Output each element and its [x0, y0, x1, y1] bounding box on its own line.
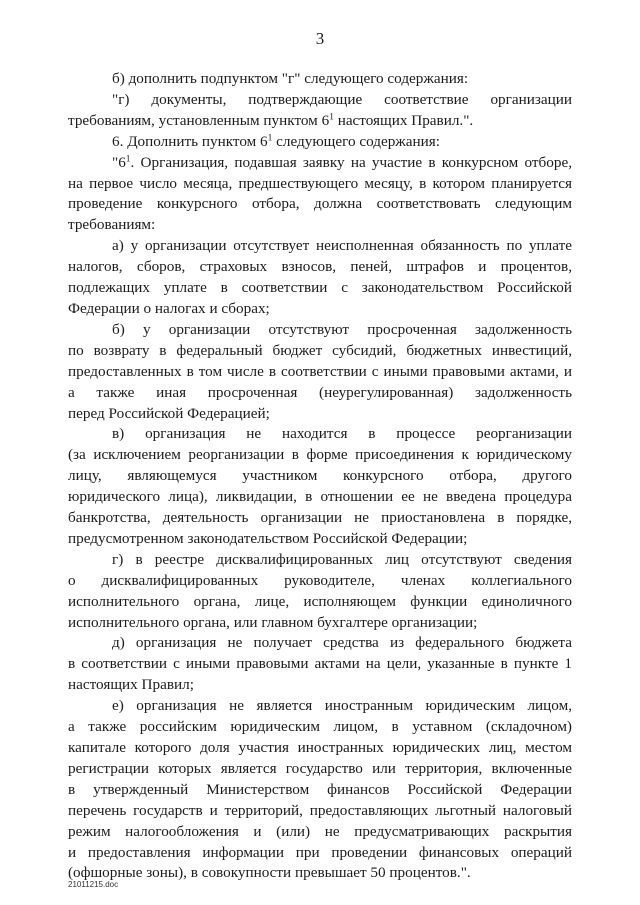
text-line: на первое число месяца, предшествующего месяцу, в котором планируется: [68, 174, 572, 192]
text-line: капитале которого доля участия иностранных юридических лиц, местом: [68, 739, 572, 756]
text-line: е) организация не является иностранным юридическим лицом,: [112, 697, 572, 715]
text-line: исполнительного органа, лице, исполняющем функции единоличного: [68, 592, 572, 610]
text-line: регистрации которых является государство или территория, включенные: [68, 759, 572, 777]
text-line: а также иная просроченная (неурегулированная) задолженность: [68, 383, 572, 401]
text-line: Федерации о налогах и сборах;: [68, 299, 270, 317]
text-line: лицу, являющемуся участником конкурсного отбора, другого: [68, 467, 572, 485]
text-line: а также российским юридическим лицом, в уставном (складочном): [68, 718, 572, 736]
paragraph: [68, 153, 572, 237]
text-line: по возврату в федеральный бюджет субсидий, бюджетных инвестиций,: [68, 341, 572, 359]
text-line: д) организация не получает средства из федерального бюджета: [112, 634, 572, 652]
text-line: "$6^1$. Организация, подавшая заявку на участие в конкурсном отборе,: [112, 153, 572, 171]
paragraph: [68, 132, 572, 153]
paragraph: [68, 90, 572, 132]
superscript-one: 1: [125, 153, 131, 164]
text-line: налогов, сборов, страховых взносов, пеней, штрафов и процентов,: [68, 258, 572, 276]
text-line: а) у организации отсутствует неисполненная обязанность по уплате: [112, 237, 572, 255]
text-line: о дисквалифицированных руководителе, членах коллегиального: [68, 571, 572, 589]
text-line: б) у организации отсутствуют просроченная задолженность: [112, 320, 572, 338]
text-line: и предоставления информации при проведении финансовых операций: [68, 843, 572, 861]
text-line: перед Российской Федерацией;: [68, 404, 270, 422]
paragraph: [68, 633, 572, 696]
text-line: требованиям, установленным пунктом $6^1$ настоящих Правил.".: [68, 111, 474, 129]
paragraph: [68, 320, 572, 425]
paragraph: [68, 696, 572, 884]
text-line: "г) документы, подтверждающие соответствие организации: [112, 90, 572, 108]
paragraph: [68, 424, 572, 549]
text-line: требованиям:: [68, 216, 156, 234]
text-line: исполнительного органа, или главном бухгалтере организации;: [68, 613, 478, 631]
text-line: подлежащих уплате в соответствии с законодательством Российской: [68, 279, 572, 297]
text-line: (за исключением реорганизации в форме присоединения к юридическому: [68, 446, 572, 464]
paragraph: [68, 236, 572, 320]
paragraph: [68, 550, 572, 634]
text-line: б) дополнить подпунктом "г" следующего содержания:: [112, 70, 469, 87]
text-line: перечень государств и территорий, предоставляющих льготный налоговый: [68, 801, 572, 819]
text-line: настоящих Правил;: [68, 676, 194, 694]
superscript-one: 1: [267, 133, 273, 144]
text-line: г) в реестре дисквалифицированных лиц отсутствуют сведения: [112, 550, 572, 568]
text-line: режим налогообложения и (или) не предусматривающих раскрытия: [68, 822, 572, 840]
text-line: в утвержденный Министерством финансов Российской Федерации: [68, 780, 572, 798]
text-line: банкротства, деятельность организации не приостановлена в порядке,: [68, 509, 572, 527]
text-line: предоставленных в том числе в соответствии с иными правовыми актами, и: [68, 362, 572, 380]
text-line: юридического лица), ликвидации, в отношении ее не введена процедура: [68, 488, 572, 506]
text-line: 6. Дополнить пунктом $6^1$ следующего содержания:: [112, 132, 440, 150]
page-number: 3: [315, 29, 325, 48]
text-line: проведение конкурсного отбора, должна соответствовать следующим: [68, 195, 572, 213]
document-body: [68, 69, 572, 884]
paragraph: [68, 69, 572, 90]
file-name-footer: 21011215.doc: [68, 880, 119, 889]
text-line: в соответствии с иными правовыми актами на цели, указанные в пункте 1: [68, 655, 572, 673]
text-line: предусмотренном законодательством Российской Федерации;: [68, 529, 468, 547]
text-line: в) организация не находится в процессе реорганизации: [112, 425, 572, 443]
text-line: (офшорные зоны), в совокупности превышает 50 процентов.".: [68, 864, 471, 882]
superscript-one: 1: [329, 112, 334, 123]
